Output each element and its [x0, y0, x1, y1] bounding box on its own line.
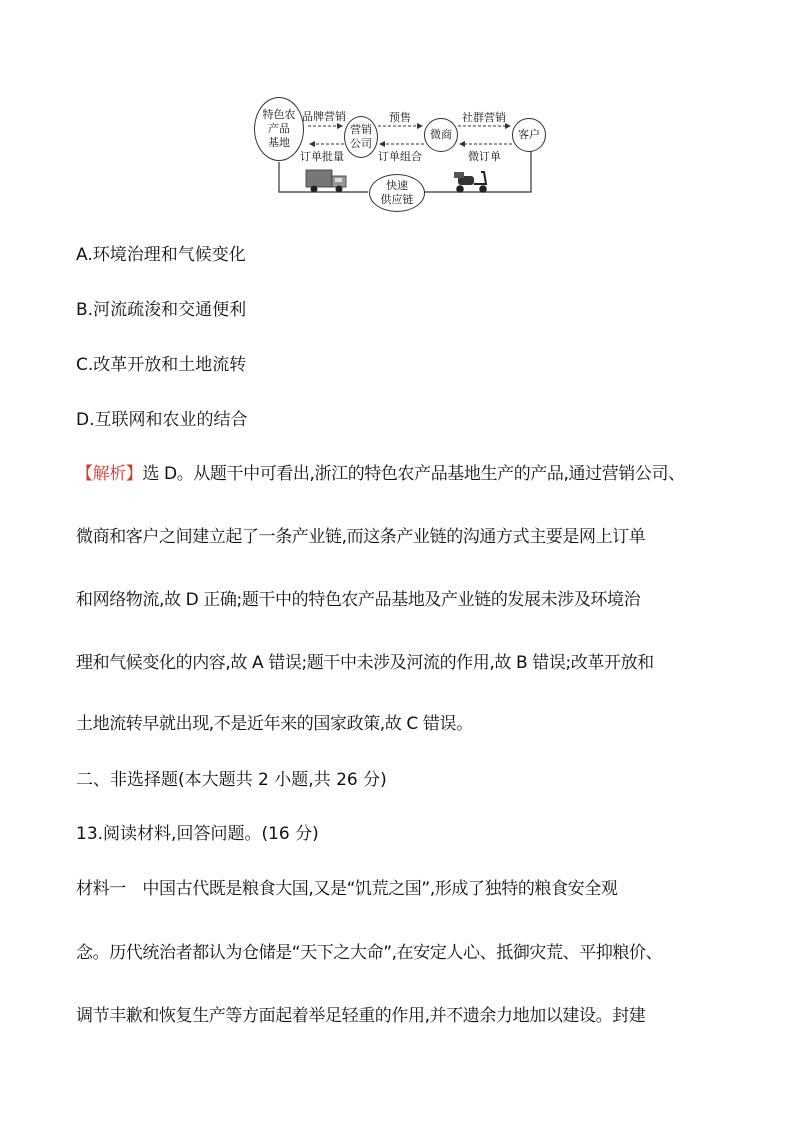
node-wechat-merchant: 微商	[424, 118, 458, 152]
node-marketing-company: 营销 公司	[344, 116, 378, 158]
section-title: 二、非选择题(本大题共 2 小题,共 26 分)	[76, 770, 387, 790]
option-a: A.环境治理和气候变化	[76, 245, 246, 265]
option-b: B.河流疏浚和交通便利	[76, 300, 247, 320]
truck-icon	[306, 170, 346, 193]
material-line-1: 材料一 中国古代既是粮食大国,又是“饥荒之国”,形成了独特的粮食安全观	[76, 879, 618, 899]
analysis-line-4: 理和气候变化的内容,故 A 错误;题干中未涉及河流的作用,故 B 错误;改革开放和	[76, 653, 654, 673]
label-presale: 预售	[389, 111, 411, 124]
label-order-combine: 订单组合	[378, 150, 422, 163]
node-customer: 客户	[512, 118, 546, 152]
analysis-tag: 【解析】	[76, 464, 143, 484]
option-c: C.改革开放和土地流转	[76, 355, 247, 375]
analysis-line-5: 土地流转早就出现,不是近年来的国家政策,故 C 错误。	[76, 714, 473, 734]
node-supply-chain: 快速 供应链	[369, 174, 425, 212]
material-line-3: 调节丰歉和恢复生产等方面起着举足轻重的作用,并不遗余力地加以建设。封建	[76, 1006, 646, 1026]
label-brand-marketing: 品牌营销	[302, 110, 346, 123]
analysis-line-2: 微商和客户之间建立起了一条产业链,而这条产业链的沟通方式主要是网上订单	[76, 527, 646, 547]
question-title: 13.阅读材料,回答问题。(16 分)	[76, 824, 319, 844]
supply-chain-diagram	[248, 92, 558, 216]
label-micro-order: 微订单	[468, 150, 501, 163]
label-social-marketing: 社群营销	[462, 111, 506, 124]
analysis-line-3: 和网络物流,故 D 正确;题干中的特色农产品基地及产业链的发展未涉及环境治	[76, 590, 641, 610]
label-order-batch: 订单批量	[300, 150, 344, 163]
analysis-line-1: 【解析】选 D。从题干中可看出,浙江的特色农产品基地生产的产品,通过营销公司、	[76, 464, 685, 484]
node-farm-base: 特色农 产品 基地	[254, 97, 304, 161]
option-d: D.互联网和农业的结合	[76, 410, 248, 430]
material-line-2: 念。历代统治者都认为仓储是“天下之大命”,在安定人心、抵御灾荒、平抑粮价、	[76, 943, 663, 963]
scooter-icon	[454, 172, 487, 193]
